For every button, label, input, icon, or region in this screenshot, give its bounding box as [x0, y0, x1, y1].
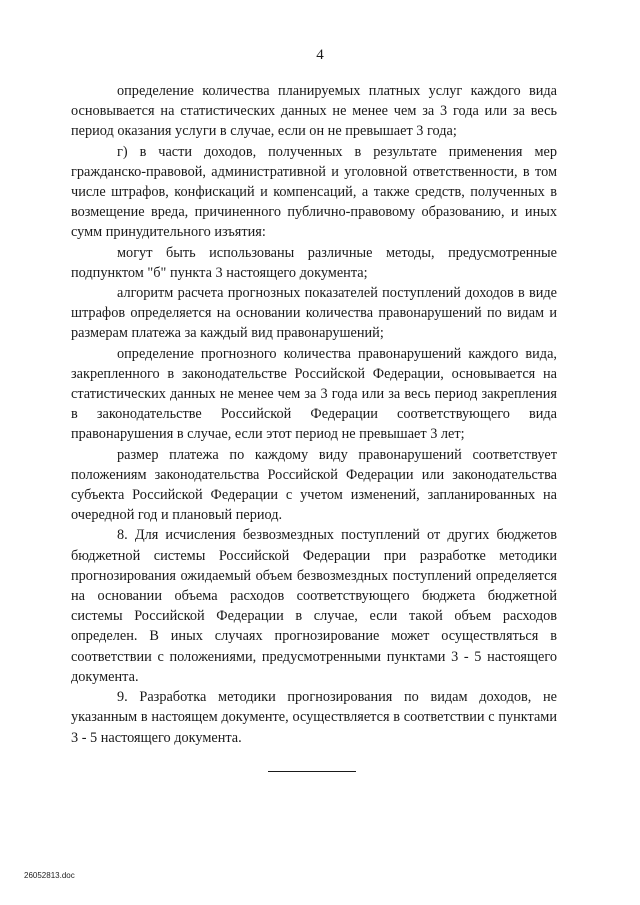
paragraph-offense-count: определение прогнозного количества правонарушений каждого вида, закрепленного в законодательстве Российской Федерации, основывается на статистических данных не менее чем за 3 года или за весь период закрепления в законодательстве Российской Федерации соответствующего вида правонарушения в случае, если этот период не превышает 3 лет;	[71, 345, 557, 443]
document-body	[71, 81, 557, 748]
paragraph-payment-size: размер платежа по каждому виду правонарушений соответствует положениям законодательства Российской Федерации или законодательства субъекта Российской Федерации с учетом изменений, запланированных на очередной год и плановый период.	[71, 446, 557, 524]
paragraph-item-8: 8. Для исчисления безвозмездных поступлений от других бюджетов бюджетной системы Российской Федерации при разработке методики прогнозирования ожидаемый объем безвозмездных поступлений определяется на основании объема расходов соответствующего бюджета бюджетной системы Российской Федерации в случае, если такой объем расходов определен. В иных случаях прогнозирование может осуществляться в соответствии с положениями, предусмотренными пунктами 3 - 5 настоящего документа.	[71, 527, 557, 685]
paragraph-item-9: 9. Разработка методики прогнозирования по видам доходов, не указанным в настоящем документе, осуществляется в соответствии с пунктами 3 - 5 настоящего документа.	[71, 689, 557, 746]
end-rule	[268, 771, 356, 772]
paragraph-methods: могут быть использованы различные методы, предусмотренные подпунктом "б" пункта 3 настоящего документа;	[71, 244, 557, 281]
paragraph-fines-algorithm: алгоритм расчета прогнозных показателей поступлений доходов в виде штрафов определяется на основании количества правонарушений по видам и размерам платежа за каждый вид правонарушений;	[71, 285, 557, 342]
paragraph-service-count: определение количества планируемых платных услуг каждого вида основывается на статистических данных не менее чем за 3 года или за весь период оказания услуги в случае, если он не превышает 3 года;	[71, 83, 557, 140]
paragraph-subpoint-g: г) в части доходов, полученных в результате применения мер гражданско-правовой, административной и уголовной ответственности, в том числе штрафов, конфискаций и компенсаций, а также средств, полученных в возмещение вреда, причиненного публично-правовому образованию, и иных сумм принудительного изъятия:	[71, 143, 557, 241]
page-number: 4	[316, 47, 324, 63]
document-code: 26052813.doc	[24, 871, 75, 880]
